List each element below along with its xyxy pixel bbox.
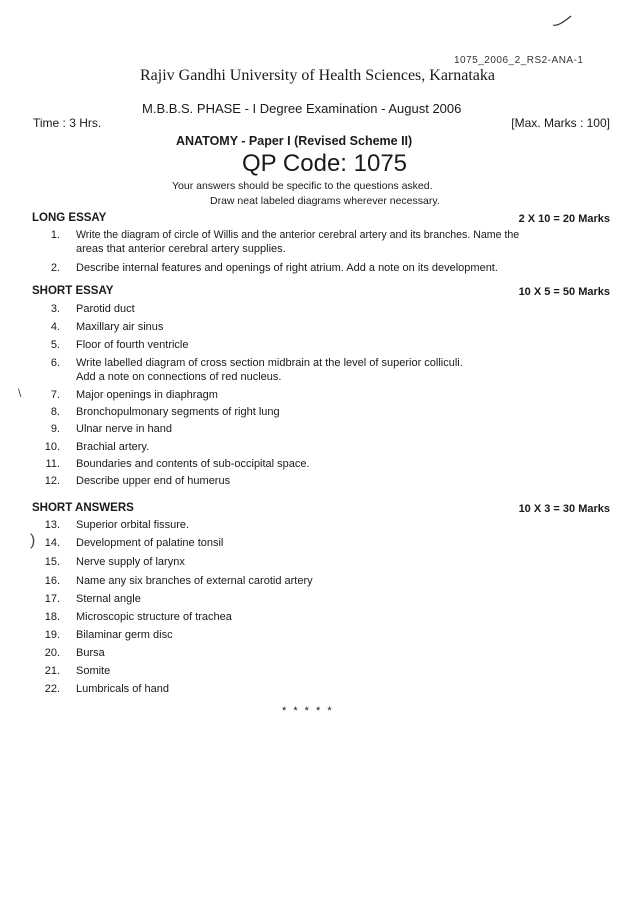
question-text: Describe internal features and openings of right atrium. Add a note on its development.	[76, 262, 498, 274]
question-text: Brachial artery.	[76, 441, 150, 453]
exam-title: M.B.B.S. PHASE - I Degree Examination - August 2006	[142, 101, 462, 116]
question-number: 15.	[44, 556, 60, 568]
handwritten-tick-icon	[552, 14, 572, 28]
handwritten-margin-mark: \	[18, 386, 22, 400]
question-text: Name any six branches of external carotid artery	[76, 575, 313, 587]
question-number: 3.	[50, 303, 60, 315]
question-text: Somite	[76, 665, 111, 677]
question-text: Bilaminar germ disc	[76, 629, 173, 641]
long-essay-title: LONG ESSAY	[32, 212, 107, 224]
max-marks: [Max. Marks : 100]	[511, 116, 610, 130]
qp-code: QP Code: 1075	[242, 150, 408, 177]
question-text-continued: areas that anterior cerebral artery supplies.	[76, 243, 286, 255]
question-text: Superior orbital fissure.	[76, 519, 190, 531]
question-number: 16.	[44, 575, 60, 587]
question-text: Sternal angle	[76, 593, 141, 605]
end-of-paper-stars: * * * * *	[282, 705, 334, 717]
question-text-continued: Add a note on connections of red nucleus.	[76, 371, 282, 383]
question-text: Boundaries and contents of sub-occipital space.	[76, 458, 310, 470]
question-number: 11.	[45, 458, 60, 470]
question-number: 4.	[50, 321, 60, 333]
instruction-diagrams: Draw neat labeled diagrams wherever necessary.	[210, 195, 440, 207]
question-text: Parotid duct	[76, 303, 135, 315]
short-answers-marks: 10 X 3 = 30 Marks	[518, 503, 610, 515]
question-text: Ulnar nerve in hand	[76, 423, 173, 435]
short-answers-title: SHORT ANSWERS	[32, 502, 134, 514]
short-essay-marks: 10 X 5 = 50 Marks	[518, 286, 610, 298]
question-text: Microscopic structure of trachea	[76, 611, 232, 623]
question-number: 19.	[44, 629, 60, 641]
handwritten-bracket-mark: )	[30, 532, 36, 549]
university-name: Rajiv Gandhi University of Health Sciences, Karnataka	[140, 67, 495, 84]
question-number: 20.	[44, 647, 60, 659]
document-id: 1075_2006_2_RS2-ANA-1	[454, 55, 584, 66]
long-essay-marks: 2 X 10 = 20 Marks	[518, 213, 610, 225]
question-number: 2.	[50, 262, 60, 274]
short-essay-title: SHORT ESSAY	[32, 285, 114, 297]
question-text: Write the diagram of circle of Willis and the anterior cerebral artery and its branches. Name the	[76, 229, 520, 241]
question-number: 5.	[50, 339, 60, 351]
question-number: 22.	[44, 683, 60, 695]
question-number: 1.	[50, 229, 60, 241]
question-number: 13.	[44, 519, 60, 531]
question-number: 14.	[44, 537, 60, 549]
question-text: Floor of fourth ventricle	[76, 339, 189, 351]
question-text: Lumbricals of hand	[76, 683, 169, 695]
question-text: Nerve supply of larynx	[76, 556, 185, 568]
question-number: 12.	[44, 475, 60, 487]
question-number: 8.	[50, 406, 60, 418]
question-text: Maxillary air sinus	[76, 321, 164, 333]
question-number: 17.	[44, 593, 60, 605]
paper-title: ANATOMY - Paper I (Revised Scheme II)	[176, 134, 413, 148]
question-text: Bursa	[76, 647, 105, 659]
question-number: 18.	[44, 611, 60, 623]
question-number: 6.	[50, 357, 60, 369]
question-text: Bronchopulmonary segments of right lung	[76, 406, 280, 418]
question-text: Write labelled diagram of cross section midbrain at the level of superior colliculi.	[76, 357, 463, 369]
question-number: 9.	[50, 423, 60, 435]
question-number: 7.	[50, 389, 60, 401]
question-text: Development of palatine tonsil	[76, 537, 224, 549]
exam-time: Time : 3 Hrs.	[33, 116, 102, 130]
question-number: 21.	[44, 665, 60, 677]
question-number: 10.	[44, 441, 60, 453]
question-text: Describe upper end of humerus	[76, 475, 231, 487]
question-text: Major openings in diaphragm	[76, 389, 218, 401]
instruction-specific: Your answers should be specific to the questions asked.	[172, 180, 433, 192]
